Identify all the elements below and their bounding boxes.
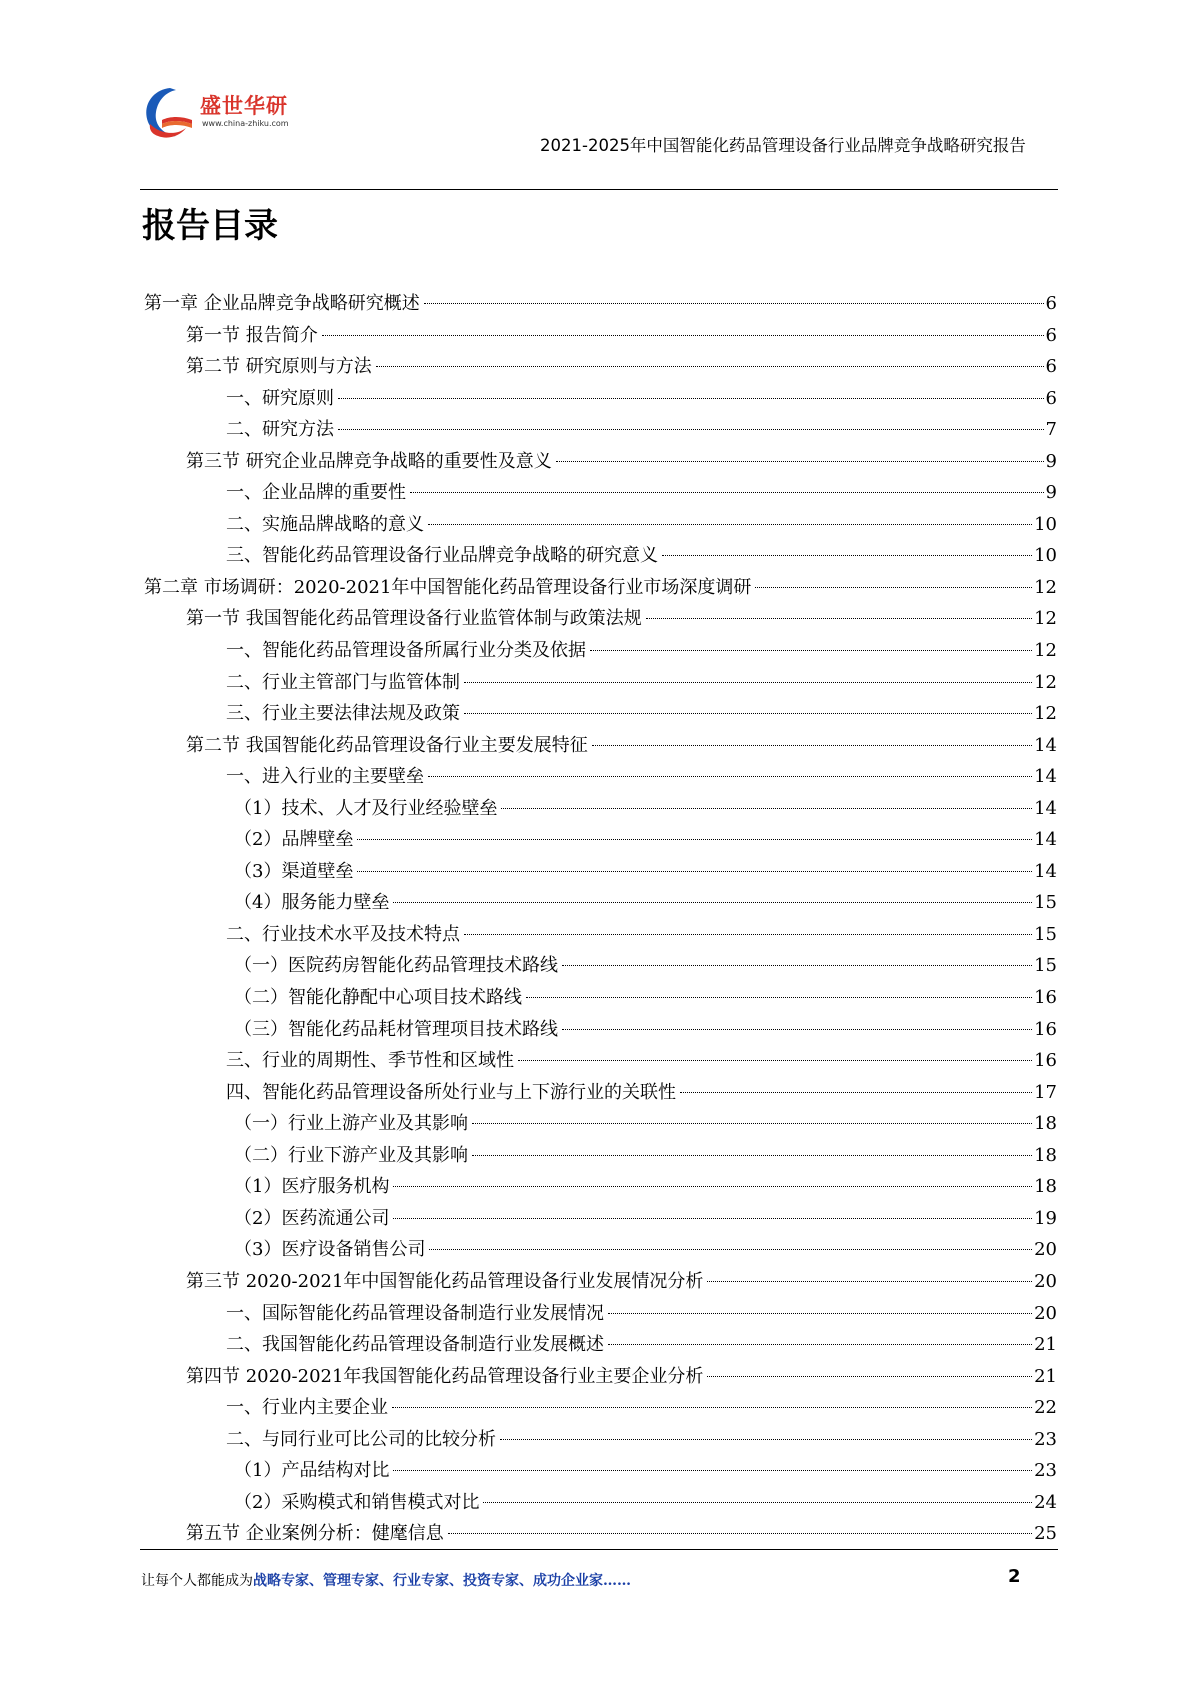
toc-dot-leader	[393, 1470, 1032, 1471]
toc-entry-page: 15	[1034, 923, 1057, 945]
toc-entry[interactable]	[144, 1172, 1057, 1204]
toc-entry-label: 第一节 报告简介	[186, 324, 318, 346]
toc-entry-label: 第三节 2020-2021年中国智能化药品管理设备行业发展情况分析	[186, 1270, 704, 1292]
toc-entry-page: 6	[1045, 293, 1057, 314]
toc-entry-page: 16	[1034, 987, 1057, 1009]
toc-dot-leader	[393, 1186, 1032, 1187]
toc-dot-leader	[464, 934, 1032, 935]
toc-entry[interactable]	[144, 1330, 1057, 1362]
toc-entry[interactable]	[144, 668, 1057, 700]
toc-entry-page: 12	[1034, 640, 1057, 662]
footer-slogan	[141, 1570, 631, 1590]
toc-entry-label: （二）行业下游产业及其影响	[234, 1144, 468, 1166]
toc-entry-label: 二、研究方法	[226, 419, 334, 441]
toc-entry[interactable]	[144, 857, 1057, 889]
toc-dot-leader	[429, 1249, 1032, 1250]
toc-entry-label: 一、行业内主要企业	[226, 1397, 388, 1419]
toc-entry[interactable]	[144, 447, 1057, 479]
toc-entry-label: 一、国际智能化药品管理设备制造行业发展情况	[226, 1302, 604, 1324]
toc-entry-page: 20	[1034, 1302, 1057, 1324]
toc-dot-leader	[464, 682, 1032, 683]
toc-entry-label: （一）医院药房智能化药品管理技术路线	[234, 955, 558, 977]
toc-entry[interactable]	[144, 415, 1057, 447]
toc-entry-page: 7	[1045, 419, 1057, 441]
toc-entry-label: 三、智能化药品管理设备行业品牌竞争战略的研究意义	[226, 545, 658, 567]
toc-entry-page: 16	[1034, 1050, 1057, 1072]
toc-dot-leader	[322, 335, 1044, 336]
toc-dot-leader	[662, 555, 1032, 556]
toc-entry[interactable]	[144, 951, 1057, 983]
toc-entry-label: 一、研究原则	[226, 387, 334, 409]
toc-entry-label: 二、实施品牌战略的意义	[226, 513, 424, 535]
toc-entry-page: 6	[1045, 387, 1057, 409]
toc-entry-label: （2）医药流通公司	[234, 1207, 390, 1229]
toc-entry[interactable]	[144, 478, 1057, 510]
toc-dot-leader	[501, 808, 1032, 809]
toc-dot-leader	[680, 1092, 1032, 1093]
brand-name: 盛世华研	[200, 94, 288, 118]
toc-entry[interactable]	[144, 1141, 1057, 1173]
toc-entry-page: 14	[1034, 860, 1057, 882]
toc-dot-leader	[393, 1218, 1032, 1219]
toc-entry[interactable]	[144, 541, 1057, 573]
toc-entry-page: 9	[1045, 482, 1057, 504]
toc-entry[interactable]	[144, 1519, 1057, 1551]
toc-entry-label: （1）医疗服务机构	[234, 1176, 390, 1198]
toc-entry-label: 第四节 2020-2021年我国智能化药品管理设备行业主要企业分析	[186, 1365, 704, 1387]
toc-entry-label: （1）产品结构对比	[234, 1460, 390, 1482]
toc-entry[interactable]	[144, 1235, 1057, 1267]
toc-entry[interactable]	[144, 1425, 1057, 1457]
toc-dot-leader	[562, 1029, 1032, 1030]
toc-entry[interactable]	[144, 289, 1057, 321]
toc-entry[interactable]	[144, 321, 1057, 353]
toc-entry-label: 第一节 我国智能化药品管理设备行业监管体制与政策法规	[186, 608, 642, 630]
toc-entry[interactable]	[144, 920, 1057, 952]
toc-entry[interactable]	[144, 573, 1057, 605]
toc-entry[interactable]	[144, 1204, 1057, 1236]
toc-dot-leader	[472, 1123, 1032, 1124]
toc-entry[interactable]	[144, 1393, 1057, 1425]
toc-entry-page: 9	[1045, 450, 1057, 472]
toc-entry-label: 第二节 我国智能化药品管理设备行业主要发展特征	[186, 734, 588, 756]
toc-entry-page: 23	[1034, 1428, 1057, 1450]
toc-entry[interactable]	[144, 1299, 1057, 1331]
toc-entry-label: 一、企业品牌的重要性	[226, 482, 406, 504]
toc-entry[interactable]	[144, 636, 1057, 668]
toc-entry[interactable]	[144, 604, 1057, 636]
toc-dot-leader	[755, 587, 1032, 588]
toc-dot-leader	[357, 839, 1032, 840]
toc-entry-label: （4）服务能力壁垒	[234, 892, 390, 914]
toc-dot-leader	[556, 461, 1044, 462]
toc-entry-page: 24	[1034, 1491, 1057, 1513]
toc-entry[interactable]	[144, 1267, 1057, 1299]
toc-entry[interactable]	[144, 1046, 1057, 1078]
toc-entry-page: 15	[1034, 955, 1057, 977]
toc-entry-page: 21	[1034, 1365, 1057, 1387]
toc-entry-label: （一）行业上游产业及其影响	[234, 1113, 468, 1135]
toc-entry[interactable]	[144, 699, 1057, 731]
toc-entry[interactable]	[144, 510, 1057, 542]
brand-url: www.china-zhiku.com	[202, 119, 289, 128]
slogan-prefix: 让每个人都能成为	[141, 1573, 253, 1589]
toc-entry-page: 15	[1034, 892, 1057, 914]
toc-dot-leader	[472, 1155, 1032, 1156]
toc-entry-label: （二）智能化静配中心项目技术路线	[234, 987, 522, 1009]
toc-entry[interactable]	[144, 825, 1057, 857]
toc-entry-page: 18	[1034, 1176, 1057, 1198]
toc-dot-leader	[707, 1281, 1032, 1282]
toc-dot-leader	[393, 902, 1032, 903]
toc-dot-leader	[338, 429, 1044, 430]
toc-dot-leader	[592, 745, 1032, 746]
toc-dot-leader	[357, 871, 1032, 872]
document-title	[140, 130, 1054, 162]
toc-dot-leader	[424, 303, 1044, 304]
toc-entry-page: 16	[1034, 1018, 1057, 1040]
toc-entry[interactable]	[144, 1078, 1057, 1110]
toc-entry[interactable]	[144, 983, 1057, 1015]
toc-entry-label: （3）渠道壁垒	[234, 860, 354, 882]
toc-entry[interactable]	[144, 762, 1057, 794]
document-title-text: 2021-2025年中国智能化药品管理设备行业品牌竞争战略研究报告	[540, 136, 1026, 155]
toc-entry-label: 二、行业技术水平及技术特点	[226, 923, 460, 945]
toc-entry-label: 三、行业主要法律法规及政策	[226, 703, 460, 725]
toc-entry-page: 18	[1034, 1113, 1057, 1135]
toc-dot-leader	[428, 524, 1032, 525]
toc-entry-label: 第二节 研究原则与方法	[186, 356, 372, 378]
toc-dot-leader	[707, 1376, 1032, 1377]
toc-entry[interactable]	[144, 352, 1057, 384]
toc-dot-leader	[608, 1344, 1032, 1345]
toc-entry-page: 12	[1034, 576, 1057, 598]
toc-entry[interactable]	[144, 1015, 1057, 1047]
toc-entry-page: 23	[1034, 1460, 1057, 1482]
toc-entry-page: 25	[1034, 1523, 1057, 1545]
toc-entry-page: 12	[1034, 671, 1057, 693]
toc-entry-label: 二、行业主管部门与监管体制	[226, 671, 460, 693]
header-divider	[140, 189, 1058, 190]
toc-entry-label: 一、进入行业的主要壁垒	[226, 766, 424, 788]
toc-entry-page: 14	[1034, 797, 1057, 819]
toc-entry-page: 14	[1034, 766, 1057, 788]
toc-entry-label: （2）品牌壁垒	[234, 829, 354, 851]
toc-entry-page: 6	[1045, 324, 1057, 346]
toc-entry-page: 22	[1034, 1397, 1057, 1419]
toc-entry-page: 14	[1034, 829, 1057, 851]
toc-entry-page: 10	[1034, 513, 1057, 535]
toc-dot-leader	[392, 1407, 1032, 1408]
toc-entry-page: 12	[1034, 703, 1057, 725]
toc-entry-page: 21	[1034, 1334, 1057, 1356]
toc-dot-leader	[526, 997, 1032, 998]
toc-entry-label: 二、与同行业可比公司的比较分析	[226, 1428, 496, 1450]
toc-entry[interactable]	[144, 1456, 1057, 1488]
toc-dot-leader	[448, 1533, 1032, 1534]
toc-entry-page: 14	[1034, 734, 1057, 756]
toc-entry-label: （2）采购模式和销售模式对比	[234, 1491, 480, 1513]
toc-entry-page: 10	[1034, 545, 1057, 567]
toc-entry-label: （1）技术、人才及行业经验壁垒	[234, 797, 498, 819]
toc-entry-page: 20	[1034, 1270, 1057, 1292]
toc-entry[interactable]	[144, 1488, 1057, 1520]
page-heading: 报告目录	[142, 206, 278, 246]
toc-entry-page: 12	[1034, 608, 1057, 630]
toc-dot-leader	[338, 398, 1044, 399]
toc-dot-leader	[608, 1313, 1032, 1314]
toc-entry[interactable]	[144, 888, 1057, 920]
toc-entry-label: 二、我国智能化药品管理设备制造行业发展概述	[226, 1334, 604, 1356]
toc-entry-label: 第一章 企业品牌竞争战略研究概述	[144, 293, 420, 314]
toc-entry[interactable]	[144, 384, 1057, 416]
toc-dot-leader	[646, 618, 1032, 619]
toc-entry-label: 第三节 研究企业品牌竞争战略的重要性及意义	[186, 450, 552, 472]
toc-entry-label: （三）智能化药品耗材管理项目技术路线	[234, 1018, 558, 1040]
page-number: 2	[1008, 1566, 1021, 1587]
toc-dot-leader	[428, 776, 1032, 777]
footer-divider	[140, 1549, 1058, 1550]
slogan-highlight: 战略专家、管理专家、行业专家、投资专家、成功企业家……	[253, 1573, 631, 1589]
toc-entry-page: 17	[1034, 1081, 1057, 1103]
toc-entry-page: 18	[1034, 1144, 1057, 1166]
toc-entry-page: 20	[1034, 1239, 1057, 1261]
toc-dot-leader	[483, 1502, 1032, 1503]
toc-entry[interactable]	[144, 1362, 1057, 1394]
toc-entry[interactable]	[144, 731, 1057, 763]
toc-dot-leader	[464, 713, 1032, 714]
toc-entry-label: 四、智能化药品管理设备所处行业与上下游行业的关联性	[226, 1081, 676, 1103]
toc-entry-label: 三、行业的周期性、季节性和区域性	[226, 1050, 514, 1072]
toc-dot-leader	[410, 492, 1044, 493]
toc-entry-label: （3）医疗设备销售公司	[234, 1239, 426, 1261]
toc-dot-leader	[518, 1060, 1032, 1061]
toc-entry-page: 19	[1034, 1207, 1057, 1229]
toc-dot-leader	[562, 965, 1032, 966]
toc-dot-leader	[590, 650, 1032, 651]
toc-entry[interactable]	[144, 794, 1057, 826]
toc-entry-page: 6	[1045, 356, 1057, 378]
toc-entry-label: 一、智能化药品管理设备所属行业分类及依据	[226, 640, 586, 662]
toc-entry[interactable]	[144, 1109, 1057, 1141]
toc-dot-leader	[500, 1439, 1032, 1440]
table-of-contents	[144, 289, 1057, 1551]
toc-entry-label: 第二章 市场调研：2020-2021年中国智能化药品管理设备行业市场深度调研	[144, 576, 752, 598]
toc-entry-label: 第五节 企业案例分析：健麾信息	[186, 1523, 444, 1545]
toc-dot-leader	[376, 366, 1044, 367]
